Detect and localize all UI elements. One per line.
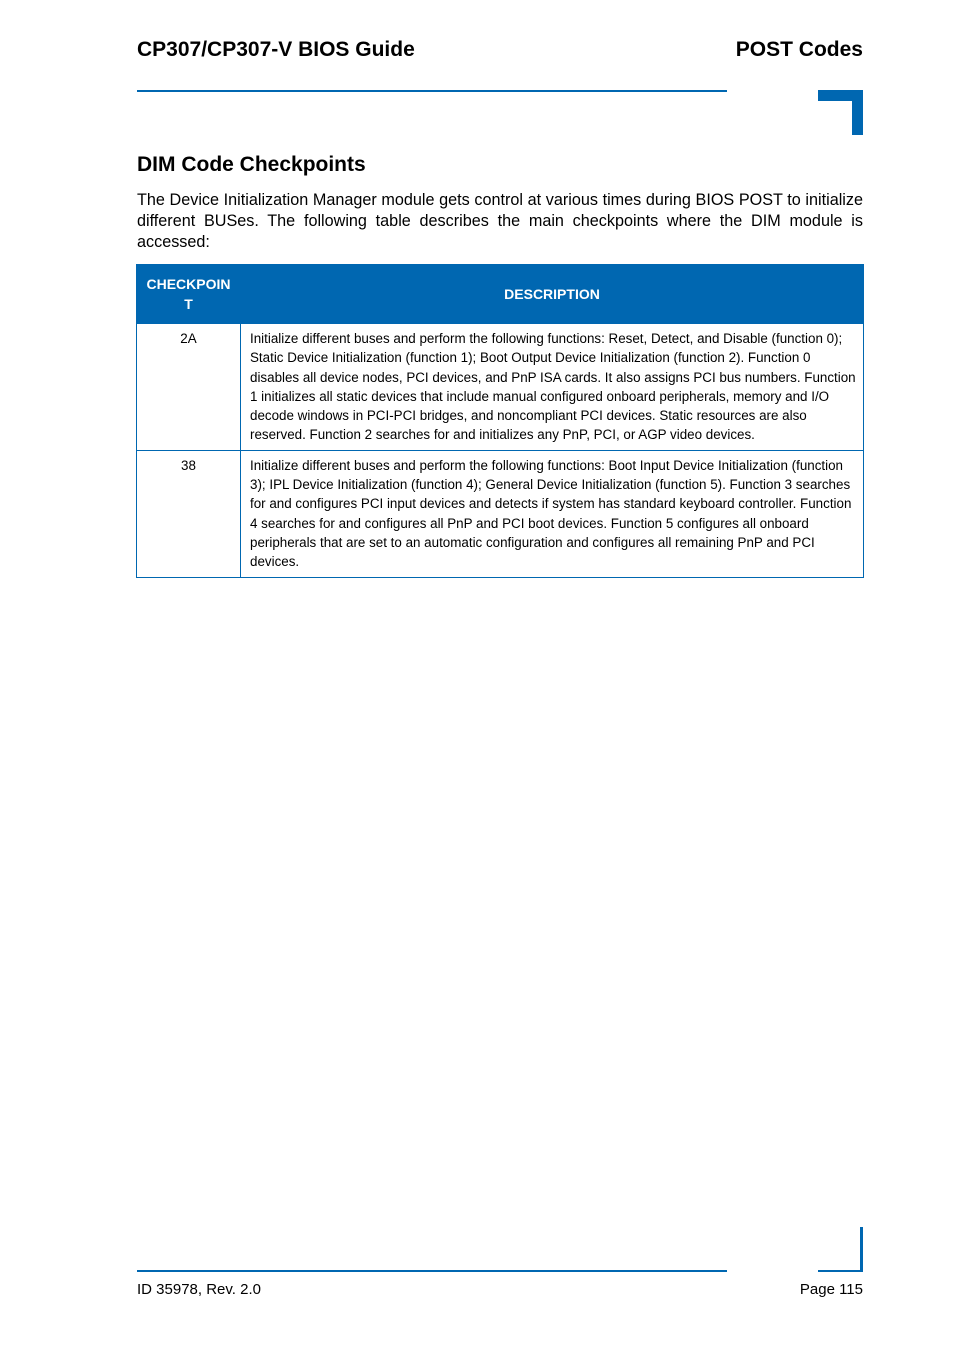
footer-rule [137,1270,727,1272]
checkpoint-code: 38 [137,450,241,577]
table-row [137,324,864,451]
section-heading: DIM Code Checkpoints [137,153,366,176]
checkpoint-table [136,264,864,578]
chapter-title: POST Codes [735,38,863,61]
intro-paragraph: The Device Initialization Manager module gets control at various times during BIOS POST to initialize different BUSes. The following table describes the main checkpoints where the DIM module is accessed: [137,191,863,251]
table-header-row [137,265,864,324]
footer-corner-mark-h [818,1270,863,1272]
header-rule [137,90,727,92]
footer-corner-mark [860,1227,863,1272]
table-row [137,450,864,577]
column-header-checkpoint: CHECKPOINT [137,265,241,324]
document-title: CP307/CP307-V BIOS Guide [137,38,415,61]
column-header-description: DESCRIPTION [241,265,864,324]
document-id: ID 35978, Rev. 2.0 [137,1281,261,1298]
checkpoint-description: Initialize different buses and perform the following functions: Reset, Detect, and Disable (function 0); Static Device Initialization (function 1); Boot Output Device Initialization (function 2). Function 0 disables all device nodes, PCI devices, and PnP ISA cards. It also assigns PCI bus numbers. Function 1 initializes all static devices that include manual configured onboard peripherals, memory and I/O decode windows in PCI-PCI bridges, and noncompliant PCI devices. Static resources are also reserved. Function 2 searches for and initializes any PnP, PCI, or AGP video devices. [241,324,864,451]
header-corner-mark [818,90,863,135]
page-number: Page 115 [799,1281,863,1298]
checkpoint-code: 2A [137,324,241,451]
checkpoint-description: Initialize different buses and perform the following functions: Boot Input Device Initialization (function 3); IPL Device Initialization (function 4); General Device Initialization (function 5). Function 3 searches for and configures PCI input devices and detects if system has standard keyboard controller. Function 4 searches for and configures all PnP and PCI boot devices. Function 5 configures all onboard peripherals that are set to an automatic configuration and configures all remaining PnP and PCI devices. [241,450,864,577]
